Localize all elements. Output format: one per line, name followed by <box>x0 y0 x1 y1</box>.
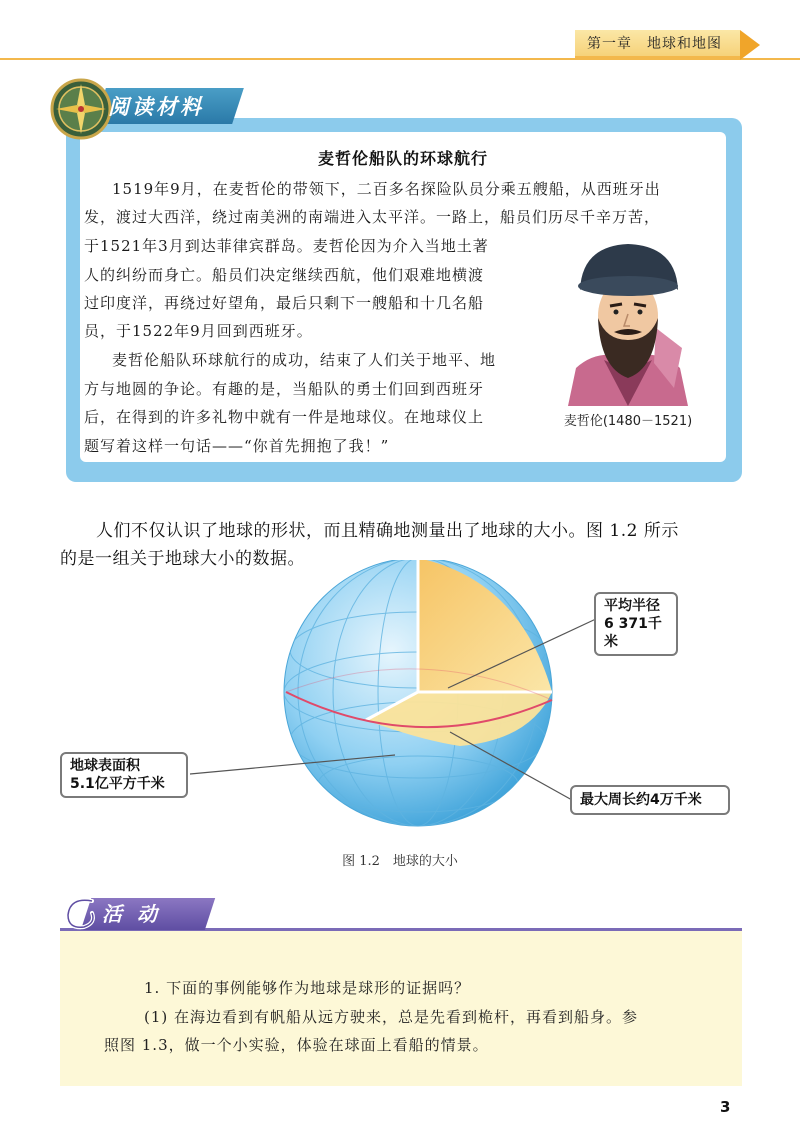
reading-line: 1519年9月，在麦哲伦的带领下，二百多名探险队员分乘五艘船，从西班牙出 <box>112 180 661 198</box>
reading-heading: 麦哲伦船队的环球航行 <box>317 149 488 168</box>
surface-area-value: 5.1亿平方千米 <box>70 776 165 792</box>
surface-area-callout <box>60 752 188 798</box>
activity-line: 照图 1.3，做一个小实验，体验在球面上看船的情景。 <box>104 1036 489 1054</box>
activity-swirl-icon <box>62 893 102 933</box>
figure-caption: 图 1.2 地球的大小 <box>342 854 458 869</box>
reading-line: 题写着这样一句话——“你首先拥抱了我！” <box>84 437 390 455</box>
circumference-callout: 最大周长约4万千米 <box>570 785 730 815</box>
reading-line: 过印度洋，再绕过好望角，最后只剩下一艘船和十几名船 <box>84 294 485 312</box>
magellan-portrait <box>558 228 698 406</box>
page-number: 3 <box>720 1098 731 1116</box>
reading-line: 方与地圆的争论。有趣的是，当船队的勇士们回到西班牙 <box>84 380 485 398</box>
reading-line: 人的纠纷而身亡。船员们决定继续西航，他们艰难地横渡 <box>84 266 485 284</box>
radius-callout <box>594 592 678 656</box>
radius-label: 平均半径 <box>604 598 660 614</box>
reading-line: 后，在得到的许多礼物中就有一件是地球仪。在地球仪上 <box>84 408 485 426</box>
body-paragraph-line: 人们不仅认识了地球的形状，而且精确地测量出了地球的大小。图 1.2 所示 <box>96 521 679 541</box>
chapter-label: 第一章 地球和地图 <box>575 30 740 58</box>
chapter-arrow-icon <box>740 30 760 60</box>
radius-value: 6 371千米 <box>604 616 662 650</box>
reading-section-title: 阅读材料 <box>108 95 204 119</box>
reading-line: 麦哲伦船队环球航行的成功，结束了人们关于地平、地 <box>112 351 497 369</box>
reading-line: 员，于1522年9月回到西班牙。 <box>84 322 313 340</box>
globe-diagram <box>0 560 800 860</box>
activity-line: (1) 在海边看到有帆船从远方驶来，总是先看到桅杆，再看到船身。参 <box>144 1008 639 1026</box>
compass-icon <box>50 78 112 140</box>
surface-area-label: 地球表面积 <box>70 758 140 774</box>
reading-line: 于1521年3月到达菲律宾群岛。麦哲伦因为介入当地土著 <box>84 237 489 255</box>
body-paragraph-line: 的是一组关于地球大小的数据。 <box>60 549 305 569</box>
activity-section-title: 活 动 <box>102 902 161 926</box>
header-rule <box>0 58 800 60</box>
activity-line: 1. 下面的事例能够作为地球是球形的证据吗？ <box>144 979 471 997</box>
reading-line: 发，渡过大西洋，绕过南美洲的南端进入太平洋。一路上，船员们历尽千辛万苦， <box>84 208 661 226</box>
portrait-caption: 麦哲伦(1480－1521) <box>563 414 693 429</box>
